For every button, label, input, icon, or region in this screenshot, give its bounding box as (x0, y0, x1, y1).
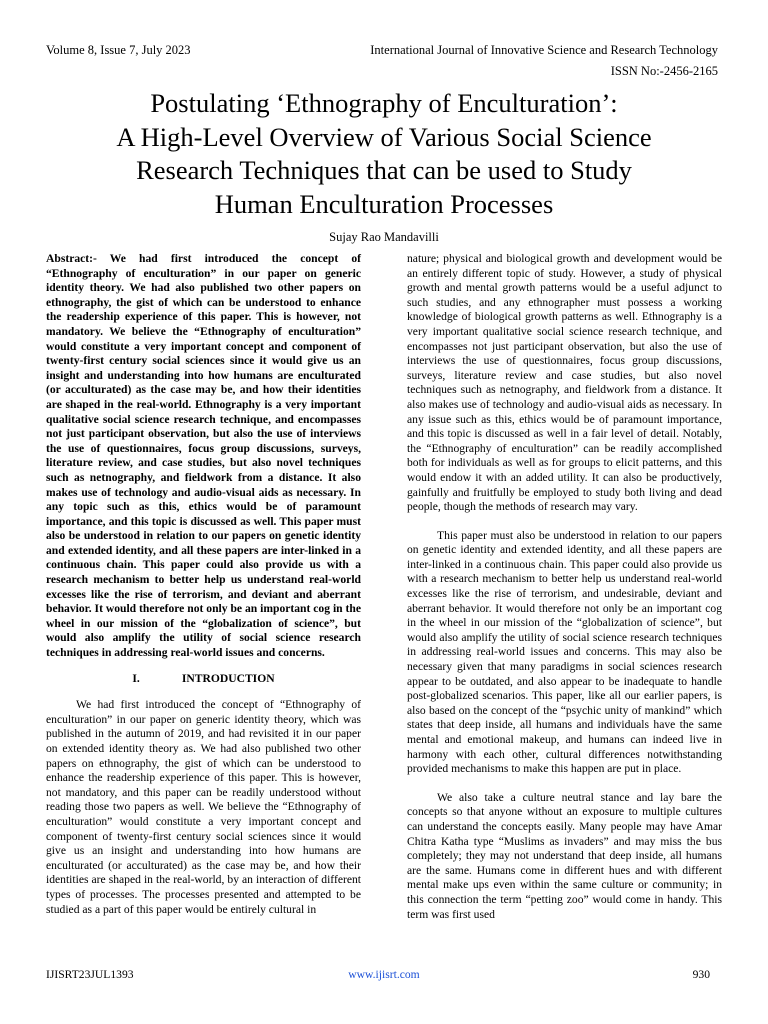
issn: ISSN No:-2456-2165 (610, 64, 718, 78)
journal-name: International Journal of Innovative Science and Research Technology (370, 43, 718, 57)
volume-issue: Volume 8, Issue 7, July 2023 (46, 43, 191, 57)
abstract: Abstract:- We had first introduced the concept of “Ethnography of enculturation” in our paper on generic identity theory. We had also published two other papers on ethnography, the gist of which can be understood to enhance the readership experience of this paper. This is however, not mandatory. We believe the “Ethnography of enculturation” would constitute a very important concept and component of twenty-first century social sciences since it would give us an insight and understanding into how humans are enculturated (or acculturated) as the case may be, and how their identities are shaped in the real-world. Ethnography is a very important qualitative social science research technique, and encompasses not just participant observation, but also the use of interviews the use of questionnaires, focus group discussions, surveys, literature review, and case studies, but also novel techniques such as netnography, and fieldwork from a distance. It also makes use of technology and audio-visual aids as necessary. In any topic such as this, ethics would be of paramount importance, and this topic is discussed as well. This paper must also be understood in relation to our papers on genetic identity and extended identity, and all these papers are inter-linked in a continuous chain. This paper could also provide us with a research mechanism to better help us understand real-world excesses like the rise of terrorism, and deviant and aberrant behavior. It would therefore not only be an important cog in the wheel in our mission of the “globalization of science”, but would also amplify the utility of social science research techniques in addressing real-world issues and concerns. (46, 252, 361, 660)
body-paragraph-3: We also take a culture neutral stance and lay bare the concepts so that anyone without an exposure to multiple cultures can understand the concepts easily. Many people may have Amar Chitra Katha type “Muslims as invaders” and may miss the bus completely; they may not understand that deep inside, all humans are the same. Humans come in different hues and with different mental make ups even within the same culture or community; in this connection the term “petting zoo” would come in handy. This term was first used (407, 790, 722, 921)
journal-url-link[interactable]: www.ijisrt.com (348, 968, 420, 981)
title-line-3: Research Techniques that can be used to Study (136, 155, 632, 185)
intro-paragraph: We had first introduced the concept of “Ethnography of enculturation” in our paper on generic identity theory, which was published in the autumn of 2019, and had revisited it in our paper on extended identity theory as. We had also published two other papers on ethnography, the gist of which can be understood to enhance the readership experience of this paper. This is however, not mandatory, and this paper can be readily understood without reading those two papers as well. We believe the “Ethnography of enculturation” would constitute a very important concept and component of twenty-first century social sciences since it would give us an insight and understanding into how humans are enculturated (or acculturated) as the case may be, and how their identities are shaped in the real-world, by an interaction of different types of processes. The processes presented and attempted to be studied as a part of this paper would be entirely cultural in (46, 698, 361, 916)
paper-title (40, 87, 728, 221)
title-line-2: A High-Level Overview of Various Social Science (116, 121, 652, 152)
paper-id: IJISRT23JUL1393 (46, 968, 134, 981)
author-name: Sujay Rao Mandavilli (329, 230, 439, 244)
body-paragraph-2: This paper must also be understood in relation to our papers on genetic identity and extended identity, and all these papers are inter-linked in a continuous chain. This paper could also provide us with a research mechanism to better help us understand real-world excesses like the rise of terrorism, and undesirable, deviant and aberrant behavior. It would therefore not only be an important cog in the wheel in our mission of the “globalization of science”, but would also amplify the utility of social science research techniques in addressing real-world issues and concerns. This may also be necessary given that many paradigms in social sciences research appear to be outdated, and also appear to be inadequate to handle post-globalized scenarios. This paper, like all our earlier papers, is also based on the concept of the “psychic unity of mankind” which states that deep inside, all humans and individuals have the same mental and emotional makeup, and humans can indeed live in harmony with each other, cultural differences notwithstanding provided mechanisms to make this happen are put in place. (407, 528, 722, 776)
left-column (46, 252, 361, 917)
page-number: 930 (692, 968, 710, 981)
section-title: INTRODUCTION (181, 671, 275, 685)
section-heading (46, 672, 361, 687)
title-line-1: Postulating ‘Ethnography of Enculturation’: (150, 88, 618, 118)
right-column (407, 252, 722, 922)
body-paragraph-1: nature; physical and biological growth and development would be an entirely different topic of study. However, a study of physical growth and mental growth patterns would be a useful adjunct to such studies, and any ethnographer must possess a working knowledge of biological growth patterns as well. Ethnography is a very important qualitative social science research technique, and encompasses not just participant observation, but also the use of interviews the use of questionnaires, focus group discussions, surveys, literature review and case studies, but also novel techniques such as netnography, and fieldwork from a distance. It also makes use of technology and audio-visual aids as necessary. In any issue such as this, ethics would be of paramount importance, and this topic is discussed as well in a fair level of detail. Notably, the “Ethnography of enculturation” can be readily accomplished both for individuals as well as for groups to elicit patterns, and this would endow it with an added utility. It can also be productively, gainfully and fruitfully be employed to study both living and dead people, though the methods of research may vary. (407, 252, 722, 514)
title-line-4: Human Enculturation Processes (214, 188, 554, 219)
section-number: I. (132, 671, 140, 685)
